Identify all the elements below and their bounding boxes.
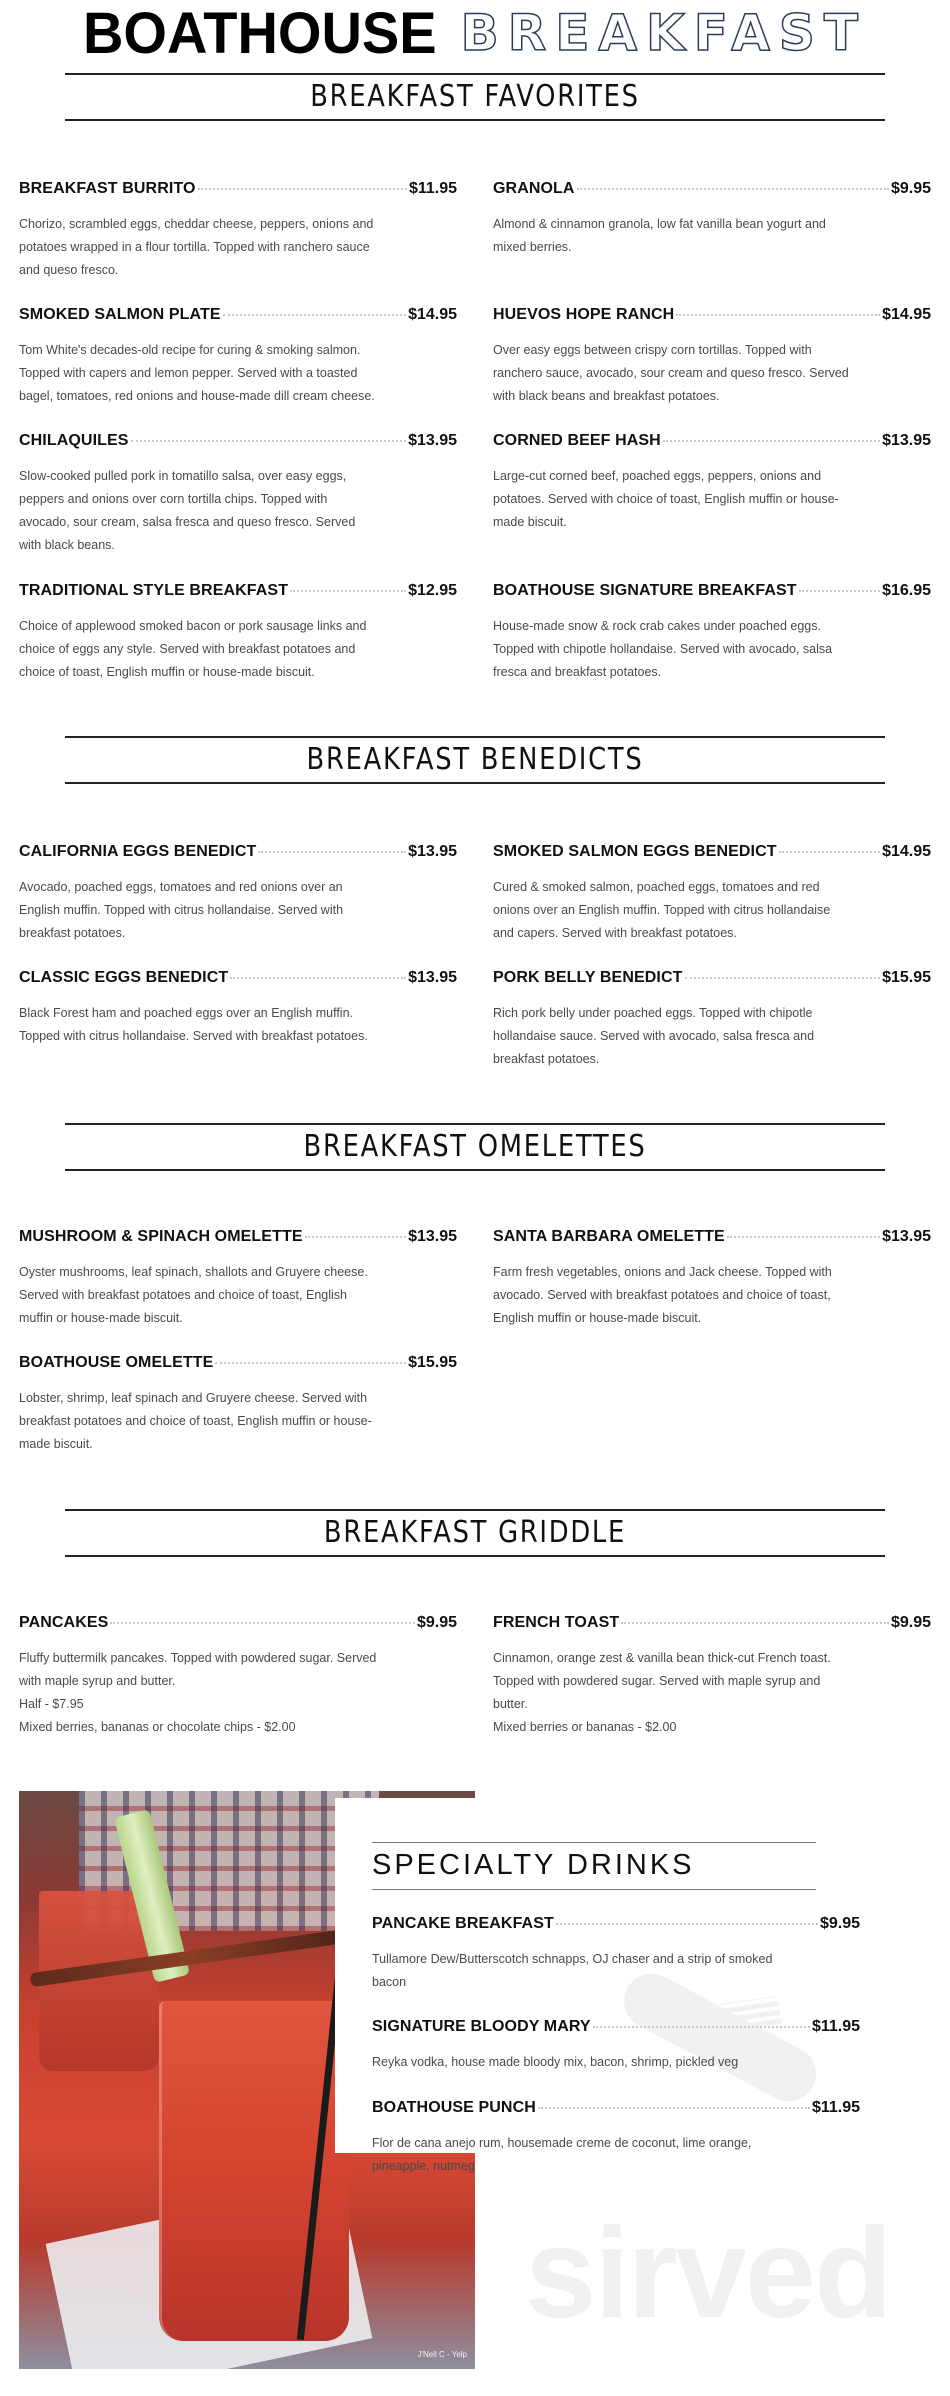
item-price: $13.95: [408, 969, 457, 986]
item-price: $13.95: [408, 432, 457, 449]
item-name: CORNED BEEF HASH: [493, 432, 661, 449]
dot-leader: [223, 314, 406, 316]
dot-leader: [779, 851, 880, 853]
item-option: Mixed berries, bananas or chocolate chips - $2.00: [19, 1720, 296, 1734]
dot-leader: [556, 1923, 818, 1925]
section-header-drinks: [372, 1842, 816, 1890]
item-description: Over easy eggs between crispy corn tortillas. Topped with ranchero sauce, avocado, sour cream and queso fresco. Served with black beans and breakfast potatoes.: [493, 343, 849, 403]
item-price: $15.95: [408, 1354, 457, 1371]
section-header-omelettes: [65, 1123, 885, 1171]
menu-item: [493, 843, 931, 945]
dot-leader: [799, 590, 880, 592]
dot-leader: [230, 977, 406, 979]
item-name: GRANOLA: [493, 180, 575, 197]
dot-leader: [258, 851, 406, 853]
item-description: Oyster mushrooms, leaf spinach, shallots and Gruyere cheese. Served with breakfast potatoes and choice of toast, English muffin or house-made biscuit.: [19, 1265, 368, 1325]
item-description: Cured & smoked salmon, poached eggs, tomatoes and red onions over an English muffin. Topped with citrus hollandaise and capers. Served with breakfast potatoes.: [493, 880, 831, 940]
item-option: Half - $7.95: [19, 1697, 84, 1711]
section-header-favorites: [65, 73, 885, 121]
menu-item: [19, 432, 457, 557]
item-description: Avocado, poached eggs, tomatoes and red onions over an English muffin. Topped with citrus hollandaise. Served with breakfast potatoes.: [19, 880, 344, 940]
item-price: $13.95: [882, 432, 931, 449]
item-name: SMOKED SALMON EGGS BENEDICT: [493, 843, 777, 860]
dot-leader: [215, 1362, 406, 1364]
item-price: $14.95: [882, 306, 931, 323]
item-description: Rich pork belly under poached eggs. Topped with chipotle hollandaise sauce. Served with avocado, salsa fresca and breakfast potatoes.: [493, 1006, 815, 1066]
item-name: BOATHOUSE SIGNATURE BREAKFAST: [493, 582, 797, 599]
item-name: CALIFORNIA EGGS BENEDICT: [19, 843, 257, 860]
item-name: MUSHROOM & SPINACH OMELETTE: [19, 1228, 303, 1245]
item-price: $14.95: [408, 306, 457, 323]
section-title: BREAKFAST GRIDDLE: [323, 1515, 627, 1550]
menu-item: [19, 306, 457, 408]
item-price: $9.95: [890, 180, 931, 197]
item-price: $11.95: [408, 180, 457, 197]
sirved-watermark: sirved: [525, 2202, 891, 2345]
menu-item: [493, 1228, 931, 1330]
item-name: SANTA BARBARA OMELETTE: [493, 1228, 725, 1245]
item-description: Almond & cinnamon granola, low fat vanilla bean yogurt and mixed berries.: [493, 217, 826, 254]
dot-leader: [621, 1622, 889, 1624]
menu-item: [493, 180, 931, 259]
brand-title-solid: BOATHOUSE: [82, 0, 437, 66]
dot-leader: [663, 440, 880, 442]
menu-item: [493, 969, 931, 1071]
menu-item: [19, 843, 457, 945]
item-description: Choice of applewood smoked bacon or pork sausage links and choice of eggs any style. Served with breakfast potatoes and choice of toast, English muffin or house-made biscuit.: [19, 619, 367, 679]
menu-item: [19, 582, 457, 684]
menu-item: [19, 1228, 457, 1330]
item-description: Fluffy buttermilk pancakes. Topped with powdered sugar. Served with maple syrup and butter.: [19, 1651, 377, 1688]
item-name: BREAKFAST BURRITO: [19, 180, 196, 197]
photo-credit: J'Nell C - Yelp: [417, 2350, 467, 2359]
item-name: BOATHOUSE PUNCH: [372, 2099, 536, 2116]
menu-item: [493, 582, 931, 684]
item-price: $9.95: [416, 1614, 457, 1631]
menu-item: [493, 1614, 931, 1739]
item-price: $11.95: [811, 2018, 860, 2035]
section-title: SPECIALTY DRINKS: [372, 1849, 695, 1881]
item-option: Mixed berries or bananas - $2.00: [493, 1720, 677, 1734]
item-price: $9.95: [819, 1915, 860, 1932]
item-name: FRENCH TOAST: [493, 1614, 620, 1631]
item-price: $9.95: [890, 1614, 931, 1631]
item-name: SMOKED SALMON PLATE: [19, 306, 221, 323]
item-name: PANCAKE BREAKFAST: [372, 1915, 554, 1932]
item-name: PANCAKES: [19, 1614, 109, 1631]
drink-item: [372, 2018, 860, 2074]
drink-item: [372, 2099, 860, 2178]
dot-leader: [593, 2026, 810, 2028]
section-header-griddle: [65, 1509, 885, 1557]
section-title: BREAKFAST OMELETTES: [303, 1129, 647, 1164]
item-description: Slow-cooked pulled pork in tomatillo salsa, over easy eggs, peppers and onions over corn tortilla chips. Topped with avocado, sour cream, salsa fresca and queso fresco. Served with black beans.: [19, 469, 356, 552]
item-price: $11.95: [811, 2099, 860, 2116]
item-description: Chorizo, scrambled eggs, cheddar cheese, peppers, onions and potatoes wrapped in a flour tortilla. Topped with ranchero sauce and queso fresco.: [19, 217, 374, 277]
item-price: $12.95: [408, 582, 457, 599]
dot-leader: [685, 977, 881, 979]
item-description: Flor de cana anejo rum, housemade creme de coconut, lime orange, pineapple, nutmeg: [372, 2136, 752, 2173]
item-name: BOATHOUSE OMELETTE: [19, 1354, 214, 1371]
menu-item: [19, 1614, 457, 1739]
section-title: BREAKFAST FAVORITES: [310, 79, 640, 114]
dot-leader: [727, 1236, 880, 1238]
menu-item: [19, 1354, 457, 1456]
menu-item: [493, 306, 931, 408]
item-description: House-made snow & rock crab cakes under poached eggs. Topped with chipotle hollandaise. Served with avocado, salsa fresca and breakfast potatoes.: [493, 619, 833, 679]
drink-item: [372, 1915, 860, 1994]
item-description: Tom White's decades-old recipe for curing & smoking salmon. Topped with capers and lemon pepper. Served with a toasted bagel, tomatoes, red onions and house-made dill cream cheese.: [19, 343, 375, 403]
dot-leader: [110, 1622, 415, 1624]
item-description: Black Forest ham and poached eggs over an English muffin. Topped with citrus hollandaise. Served with breakfast potatoes.: [19, 1006, 368, 1043]
dot-leader: [305, 1236, 406, 1238]
item-name: CHILAQUILES: [19, 432, 129, 449]
dot-leader: [290, 590, 406, 592]
brand-title-outline: BREAKFAST: [460, 4, 868, 62]
item-price: $15.95: [882, 969, 931, 986]
section-title: BREAKFAST BENEDICTS: [306, 742, 644, 777]
item-name: TRADITIONAL STYLE BREAKFAST: [19, 582, 289, 599]
item-description: Cinnamon, orange zest & vanilla bean thick-cut French toast. Topped with powdered sugar. Served with maple syrup and butter.: [493, 1651, 831, 1711]
dot-leader: [676, 314, 880, 316]
item-description: Reyka vodka, house made bloody mix, bacon, shrimp, pickled veg: [372, 2055, 739, 2069]
menu-item: [19, 969, 457, 1048]
item-price: $16.95: [882, 582, 931, 599]
item-name: CLASSIC EGGS BENEDICT: [19, 969, 229, 986]
menu-item: [19, 180, 457, 282]
item-price: $13.95: [882, 1228, 931, 1245]
dot-leader: [198, 188, 407, 190]
section-header-benedicts: [65, 736, 885, 784]
item-name: PORK BELLY BENEDICT: [493, 969, 683, 986]
item-name: HUEVOS HOPE RANCH: [493, 306, 675, 323]
brand-title: [0, 0, 950, 66]
dot-leader: [577, 188, 889, 190]
item-name: SIGNATURE BLOODY MARY: [372, 2018, 591, 2035]
item-description: Farm fresh vegetables, onions and Jack cheese. Topped with avocado. Served with breakfast potatoes and choice of toast, English muffin or house-made biscuit.: [493, 1265, 832, 1325]
item-description: Large-cut corned beef, poached eggs, peppers, onions and potatoes. Served with choice of toast, English muffin or house-made biscuit.: [493, 469, 839, 529]
menu-item: [493, 432, 931, 534]
item-price: $14.95: [882, 843, 931, 860]
item-description: Tullamore Dew/Butterscotch schnapps, OJ chaser and a strip of smoked bacon: [372, 1952, 773, 1989]
item-description: Lobster, shrimp, leaf spinach and Gruyere cheese. Served with breakfast potatoes and choice of toast, English muffin or house-made biscuit.: [19, 1391, 372, 1451]
dot-leader: [131, 440, 407, 442]
dot-leader: [538, 2107, 810, 2109]
item-price: $13.95: [408, 1228, 457, 1245]
item-price: $13.95: [408, 843, 457, 860]
